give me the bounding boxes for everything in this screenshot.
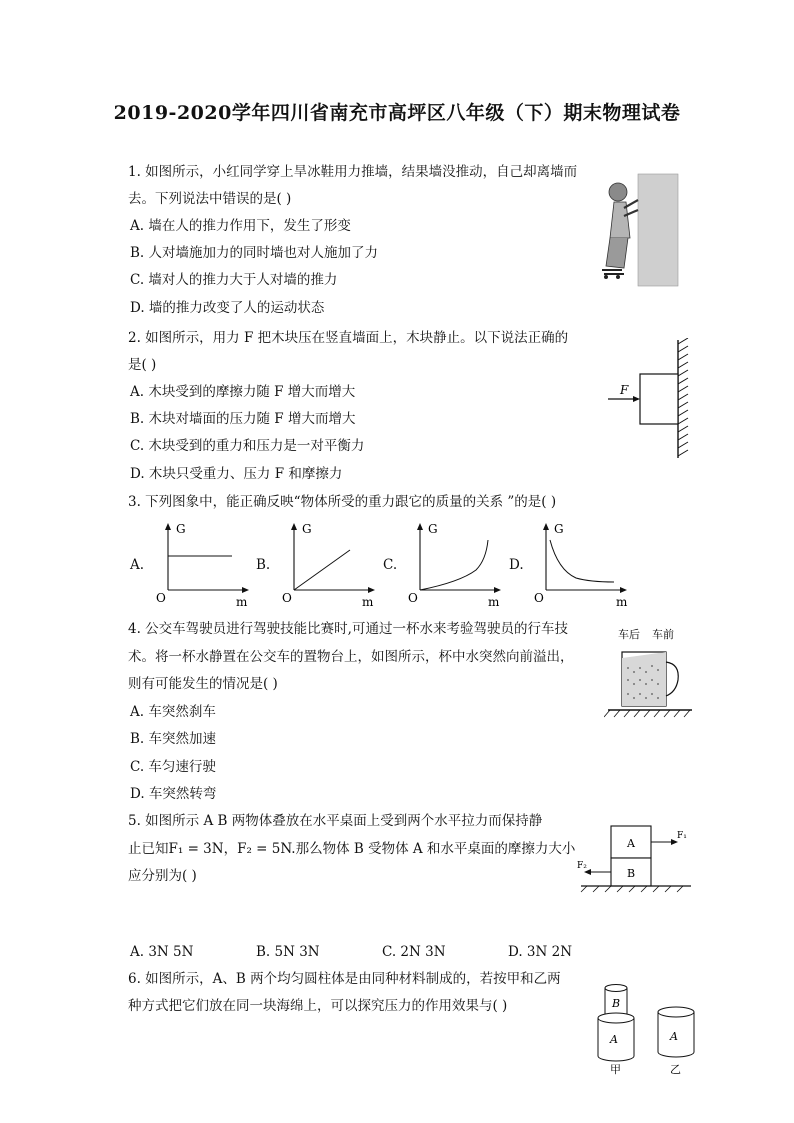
q3-graph-c-origin: O <box>408 591 418 605</box>
q4-figure-cup-on-bus-shelf <box>604 624 696 720</box>
q3-option-d-label[interactable]: D. <box>509 557 524 573</box>
q3-graph-a-ylabel: G <box>176 522 186 536</box>
q4-stem-line3: 则有可能发生的情况是( ) <box>128 676 278 692</box>
q3-graph-d-ylabel: G <box>554 522 564 536</box>
q3-graph-a-xlabel: m <box>236 595 248 609</box>
q4-option-a[interactable]: A. 车突然刹车 <box>130 704 216 720</box>
q2-option-d[interactable]: D. 木块只受重力、压力 F 和摩擦力 <box>130 466 343 482</box>
q6-stem-line1: 6. 如图所示，A、B 两个均匀圆柱体是由同种材料制成的，若按甲和乙两 <box>128 971 561 987</box>
q6-figure-jia-label: 甲 <box>610 1063 621 1076</box>
q3-graph-a[interactable] <box>150 520 250 610</box>
q6-figure-yi-label: 乙 <box>670 1063 681 1076</box>
q6-figure-cylinder-a-label: A <box>610 1033 618 1046</box>
q4-option-b[interactable]: B. 车突然加速 <box>130 731 217 747</box>
q3-option-a-label[interactable]: A. <box>130 557 145 573</box>
q4-figure-front-label: 车前 <box>652 628 674 641</box>
q3-graph-b-xlabel: m <box>362 595 374 609</box>
q5-figure-stacked-blocks <box>575 822 693 894</box>
paper-title: 2019-2020学年四川省南充市高坪区八年级（下）期末物理试卷 <box>113 102 681 124</box>
q5-stem-line1: 5. 如图所示 A B 两物体叠放在水平桌面上受到两个水平拉力而保持静 <box>128 813 543 829</box>
q5-figure-block-b-label: B <box>627 867 636 880</box>
q5-figure-f2-label: F₂ <box>577 861 587 871</box>
q4-option-c[interactable]: C. 车匀速行驶 <box>130 759 216 775</box>
q3-graph-d-origin: O <box>534 591 544 605</box>
q2-option-a[interactable]: A. 木块受到的摩擦力随 F 增大而增大 <box>130 384 356 400</box>
q1-figure-skater-pushing-wall <box>600 172 680 288</box>
q5-option-b[interactable]: B. 5N 3N <box>256 944 320 960</box>
q3-graph-b[interactable] <box>276 520 376 610</box>
q3-graph-b-ylabel: G <box>302 522 312 536</box>
q2-option-c[interactable]: C. 木块受到的重力和压力是一对平衡力 <box>130 438 365 454</box>
q3-graph-c[interactable] <box>402 520 502 610</box>
q2-option-b[interactable]: B. 木块对墙面的压力随 F 增大而增大 <box>130 411 356 427</box>
q5-stem-line3: 应分别为( ) <box>128 868 197 884</box>
q1-option-b[interactable]: B. 人对墙施加力的同时墙也对人施加了力 <box>130 245 379 261</box>
q1-option-d[interactable]: D. 墙的推力改变了人的运动状态 <box>130 300 325 316</box>
q3-option-b-label[interactable]: B. <box>256 557 271 573</box>
q5-stem-line2: 止已知F₁ = 3N，F₂ = 5N.那么物体 B 受物体 A 和水平桌面的摩擦力大小 <box>128 841 576 857</box>
q3-graph-d-xlabel: m <box>616 595 628 609</box>
q2-stem-line1: 2. 如图所示，用力 F 把木块压在竖直墙面上，木块静止。以下说法正确的 <box>128 330 569 346</box>
q3-graph-c-ylabel: G <box>428 522 438 536</box>
q4-figure-back-label: 车后 <box>618 628 640 641</box>
q1-option-c[interactable]: C. 墙对人的推力大于人对墙的推力 <box>130 272 338 288</box>
q1-option-a[interactable]: A. 墙在人的推力作用下，发生了形变 <box>130 218 351 234</box>
q6-figure-cylinder-b-label: B <box>612 997 621 1010</box>
q5-option-d[interactable]: D. 3N 2N <box>508 944 573 960</box>
q2-figure-block-on-wall <box>600 338 695 460</box>
q3-graph-a-origin: O <box>156 591 166 605</box>
q6-figure-cylinder-a2-label: A <box>670 1030 678 1043</box>
q3-graph-b-origin: O <box>282 591 292 605</box>
q5-option-a[interactable]: A. 3N 5N <box>130 944 194 960</box>
q5-figure-block-a-label: A <box>627 837 635 850</box>
q3-graph-c-xlabel: m <box>488 595 500 609</box>
q1-stem-line1: 1. 如图所示，小红同学穿上旱冰鞋用力推墙，结果墙没推动，自己却离墙而 <box>128 164 578 180</box>
q4-option-d[interactable]: D. 车突然转弯 <box>130 786 217 802</box>
q6-stem-line2: 种方式把它们放在同一块海绵上，可以探究压力的作用效果与( ) <box>128 998 508 1014</box>
q2-stem-line2: 是( ) <box>128 357 157 373</box>
q6-figure-cylinders <box>592 980 702 1076</box>
q4-stem-line2: 术。将一杯水静置在公交车的置物台上，如图所示，杯中水突然向前溢出， <box>128 649 574 665</box>
q5-option-c[interactable]: C. 2N 3N <box>382 944 446 960</box>
q2-figure-force-label: F <box>620 383 629 397</box>
q3-graph-d[interactable] <box>528 520 632 610</box>
q3-option-c-label[interactable]: C. <box>383 557 398 573</box>
q5-figure-f1-label: F₁ <box>677 831 687 841</box>
q1-stem-line2: 去。下列说法中错误的是( ) <box>128 191 292 207</box>
q3-stem: 3. 下列图象中，能正确反映“物体所受的重力跟它的质量的关系 ”的是( ) <box>128 494 557 510</box>
q4-stem-line1: 4. 公交车驾驶员进行驾驶技能比赛时,可通过一杯水来考验驾驶员的行车技 <box>128 621 568 637</box>
